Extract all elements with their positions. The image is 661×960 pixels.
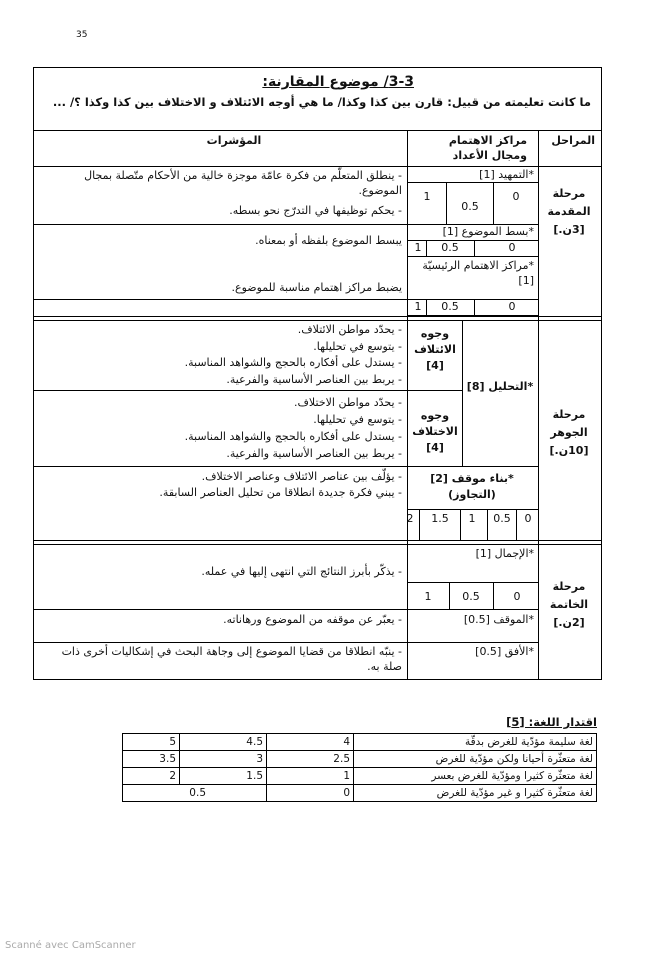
language-score: 4 <box>267 734 354 751</box>
intro-item-label: *مراكز الاهتمام الرئيسيّة [1] <box>422 259 534 287</box>
intro-item-score: 0.5 <box>441 300 459 313</box>
section-header <box>34 68 601 131</box>
language-score: 2.5 <box>267 751 354 768</box>
indicator-line: - يبني فكرة جديدة انطلاقا من تحليل العناصر السابقة. <box>159 486 402 499</box>
language-score: 3.5 <box>123 751 180 768</box>
intro-item-indicator: - ينطلق المتعلّم من فكرة عامّة موجزة خالية من الأحكام متّصلة بمجال الموضوع. <box>84 169 402 197</box>
indicator-line: - يربط بين العناصر الأساسية والفرعية. <box>226 447 402 460</box>
conclusion-item-indicator: - ينبّه انطلاقا من قضايا الموضوع إلى وجاهة البحث في إشكاليات أخرى ذات صلة به. <box>61 645 402 673</box>
divider-stages <box>538 130 539 679</box>
page-number: 35 <box>76 30 88 40</box>
language-title: اقتدار اللغة: [5] <box>506 715 597 729</box>
indicator-line: - يتوسع في تحليلها. <box>313 339 402 353</box>
position-label: *بناء موقف [2] (التجاوز) <box>430 472 514 501</box>
language-table <box>122 733 597 802</box>
position-score: 2 <box>406 512 414 525</box>
conclusion-item-label: *الإجمال [1] <box>475 547 534 560</box>
table-row <box>123 785 597 802</box>
stage-conclusion: مرحلة الخاتمة [2ن.] <box>549 580 589 629</box>
intro-item-indicator: يبسط الموضوع بلفظه أو بمعناه. <box>255 234 402 247</box>
agree-indicators <box>40 322 402 388</box>
intro-item-score: 0.5 <box>441 241 459 254</box>
intro-item-label: *بسط الموضوع [1] <box>442 225 534 238</box>
language-row-label: لغة متعثّرة كثيرا ومؤدّية للغرض بعسر <box>354 768 597 785</box>
language-score: 1.5 <box>180 768 267 785</box>
indicator-line: - يربط بين العناصر الأساسية والفرعية. <box>226 372 402 386</box>
language-score: 2 <box>123 768 180 785</box>
header-focus: مراكز الاهتمام ومجال الأعداد <box>448 134 527 162</box>
conclusion-item-indicator: - يعبّر عن موقفه من الموضوع ورهاناته. <box>223 613 402 626</box>
language-score: 5 <box>123 734 180 751</box>
intro-item-score: 1 <box>414 300 422 313</box>
intro-item-label: *التمهيد [1] <box>479 168 534 181</box>
stage-intro: مرحلة المقدمة [3ن.] <box>547 187 591 236</box>
intro-item-score: 0 <box>508 300 516 313</box>
indicator-line: - يؤلّف بين عناصر الائتلاف وعناصر الاختلاف. <box>201 470 402 483</box>
header-indicators: المؤشرات <box>206 134 262 147</box>
differ-label: وجوه الاختلاف [4] <box>412 409 458 454</box>
intro-item-score: 1 <box>423 190 431 203</box>
table-row <box>123 734 597 751</box>
language-row-label: لغة متعثّرة كثيرا و غير مؤدّية للغرض <box>354 785 597 802</box>
position-score: 1.5 <box>431 512 449 525</box>
language-score: 3 <box>180 751 267 768</box>
header-stages: المراحل <box>551 134 595 147</box>
intro-item-score: 0 <box>508 241 516 254</box>
intro-item-score: 0.5 <box>461 200 479 213</box>
indicator-line: - يحدّد مواطن الائتلاف. <box>297 323 402 336</box>
intro-item-indicator: - يحكم توظيفها في التدرّج نحو بسطه. <box>229 204 402 217</box>
conclusion-item-label: *الموقف [0.5] <box>463 613 534 626</box>
indicator-line: - يحدّد مواطن الاختلاف. <box>294 396 402 409</box>
position-score: 0 <box>524 512 532 525</box>
language-score: 4.5 <box>180 734 267 751</box>
position-indicators <box>40 469 402 501</box>
section-title: 3-3/ موضوع المقارنة: <box>262 74 414 90</box>
language-score: 0 <box>267 785 354 802</box>
differ-indicators <box>40 394 402 462</box>
scanner-watermark: Scanné avec CamScanner <box>5 940 136 951</box>
position-score: 1 <box>468 512 476 525</box>
analysis-label: *التحليل [8] <box>466 380 534 393</box>
conclusion-item-score: 0 <box>513 590 521 603</box>
conclusion-item-indicator: - يذكّر بأبرز النتائج التي انتهى إليها في عمله. <box>201 565 402 578</box>
language-row-label: لغة متعثّرة أحيانا ولكن مؤدّية للغرض <box>354 751 597 768</box>
rubric-table <box>33 67 602 680</box>
table-row <box>123 768 597 785</box>
conclusion-item-label: *الأفق [0.5] <box>475 645 534 658</box>
stage-body: مرحلة الجوهر [10ن.] <box>549 408 589 457</box>
table-row <box>123 751 597 768</box>
language-row-label: لغة سليمة مؤدّية للغرض بدقّة <box>354 734 597 751</box>
divider-analysis <box>462 320 463 466</box>
divider-focus <box>407 130 408 679</box>
position-score: 0.5 <box>493 512 511 525</box>
agree-label: وجوه الائتلاف [4] <box>414 327 456 372</box>
conclusion-item-score: 1 <box>424 590 432 603</box>
intro-item-score: 1 <box>414 241 422 254</box>
intro-item-indicator: يضبط مراكز اهتمام مناسبة للموضوع. <box>231 281 402 294</box>
conclusion-item-score: 0.5 <box>462 590 480 603</box>
indicator-line: - يستدل على أفكاره بالحجج والشواهد المناسبة. <box>184 430 402 443</box>
language-score: 1 <box>267 768 354 785</box>
section-instruction: ما كانت تعليمته من قبيل: قارن بين كذا وكذا/ ما هي أوجه الائتلاف و الاختلاف بين كذا وكذا ؟/ ... <box>52 95 591 109</box>
indicator-line: - يتوسع في تحليلها. <box>313 413 402 426</box>
language-score: 0.5 <box>123 785 267 802</box>
indicator-line: - يستدل على أفكاره بالحجج والشواهد المناسبة. <box>184 356 402 369</box>
intro-item-score: 0 <box>512 190 520 203</box>
